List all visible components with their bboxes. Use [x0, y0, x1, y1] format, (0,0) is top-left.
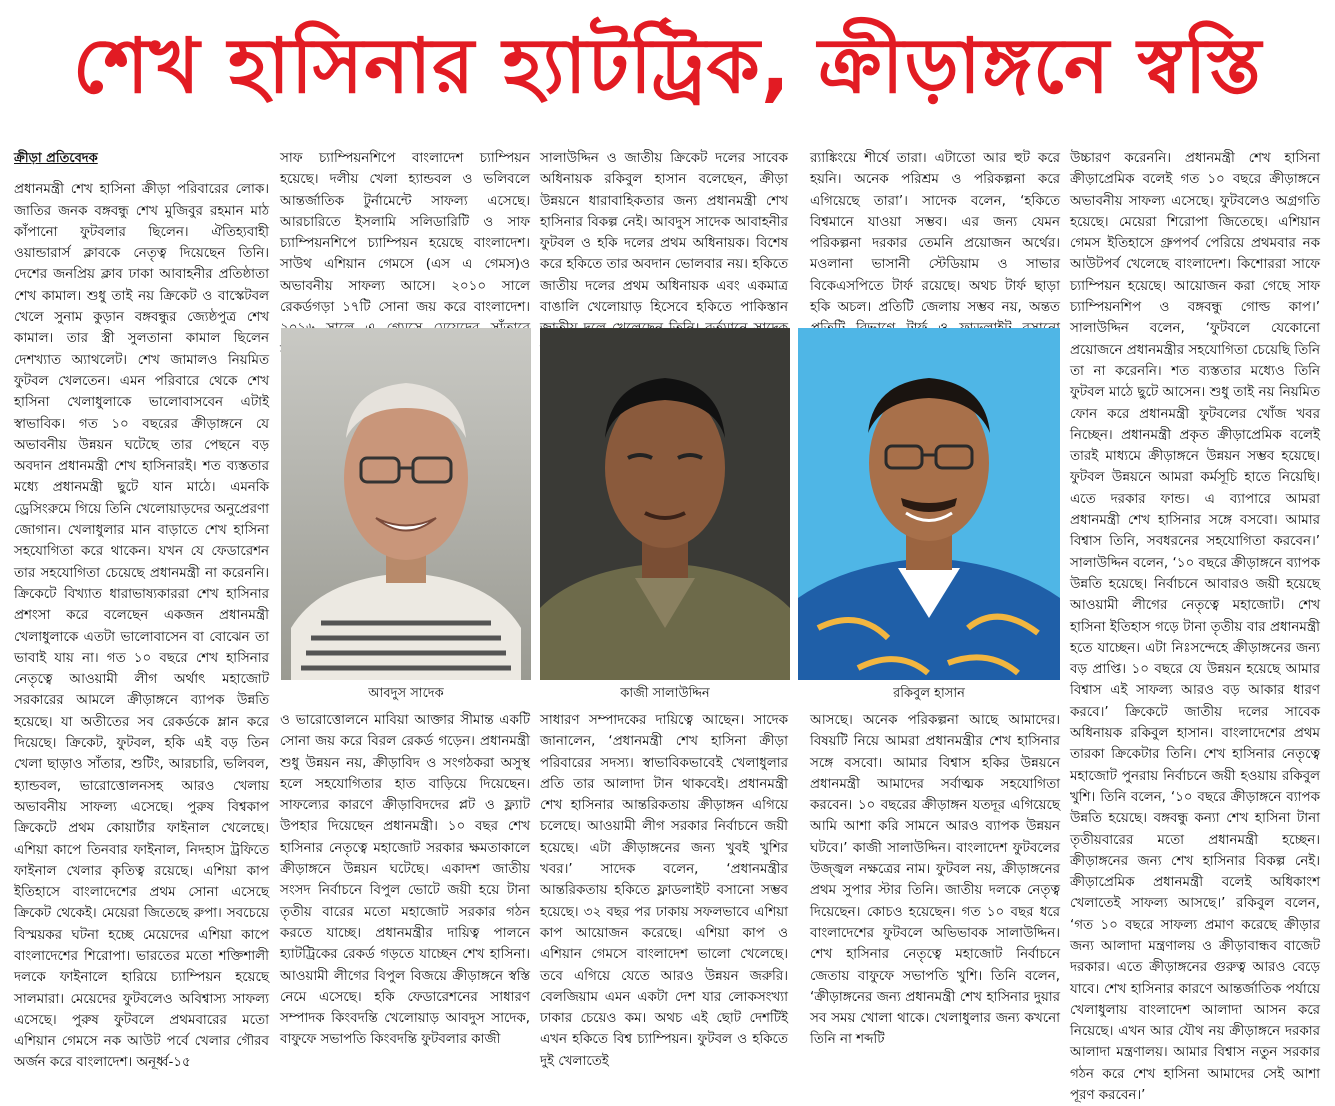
headline: শেখ হাসিনার হ্যাটট্রিক, ক্রীড়াঙ্গনে স্বস্তি [72, 20, 1263, 110]
column-4-top-text: র‍্যাঙ্কিংয়ে শীর্ষে তারা। এটাতো আর হুট করে হয়নি। অনেক পরিশ্রম ও পরিকল্পনা করে এগিয়েছে তারা’। সাদেক বলেন, ‘হকিতে বিশ্বমানে যাওয়া সম্ভব। এর জন্য যেমন পরিকল্পনা দরকার তেমনি প্রয়োজন অর্থের। মওলানা ভাসানী স্টেডিয়াম ও সাভার বিকেএসপিতে টার্ফ রয়েছে। অথচ টার্ফ ছাড়া হকি অচল। প্রতিটি জেলায় সম্ভব নয়, অন্তত [810, 151, 1060, 316]
photo-rakibul-hasan [798, 328, 1060, 680]
photo-kazi-salauddin [540, 328, 790, 680]
caption-photo-2: কাজী সালাউদ্দিন [620, 686, 710, 701]
article-column-2-top [280, 148, 530, 326]
column-2-bottom-text: ও ভারোত্তোলনে মাবিয়া আক্তার সীমান্ত একটি সোনা জয় করে বিরল রেকর্ড গড়েন। প্রধানমন্ত্রী শুধু উন্নয়ন নয়, ক্রীড়াবিদ ও সংগঠকরা অসুস্থ হলে সহযোগিতার হাত বাড়িয়ে দিয়েছেন। সাফল্যের কারণে ক্রীড়াবিদদের প্লট ও ফ্ল্যাট উপহার দিয়েছেন প্রধানমন্ত্রী। ১০ বছর শেখ হাসিনার নেতৃত্বে মহাজোট সরকার ক্ষমতাকালে ক্রীড়াঙ্গনে উন্নয়ন ঘটেছে। একাদশ জাতীয় সংসদ নির্বাচনে বিপুল ভোটে জয়ী হয়ে টানা তৃতীয় বারের মতো মহাজোট সরকার গঠন করতে যাচ্ছে। প্রধানমন্ত্রীর দায়িত্ব পালনে হ্যাটট্রিকের রেকর্ড গড়তে যাচ্ছেন শেখ হাসিনা। আওয়ামী লীগের বিপুল বিজয়ে ক্রীড়াঙ্গনে স্বস্তি নেমে এসেছে। হকি ফেডারেশনের সাধারণ সম্পাদক কিংবদন্তি খেলোয়াড় আবদুস সাদেক, বাফুফে সভাপতি কিংবদন্তি ফুটবলার কাজী [280, 713, 530, 1048]
article-column-4-top [810, 148, 1060, 326]
portrait-sadek-image [281, 328, 531, 680]
column-5-text: উচ্চারণ করেননি। প্রধানমন্ত্রী শেখ হাসিনা ক্রীড়াপ্রেমিক বলেই গত ১০ বছরে ক্রীড়াঙ্গনে অভাবনীয় সাফল্য এসেছে। ফুটবলেও অগ্রগতি হয়েছে। মেয়েরা শিরোপা জিতেছে। এশিয়ান গেমস ইতিহাসে গ্রুপপর্ব পেরিয়ে প্রথমবার নক আউটপর্ব খেলেছে বাংলাদেশ। কিশোররা সাফে চ্যাম্পিয়ন হয়েছে। আয়োজন করা গেছে সাফ চ্যাম্পিয়নশিপ ও বঙ্গবন্ধু গোল্ড কাপ।’ সালাউদ্দিন বলেন, ‘ফুটবলে যেকোনো প্রয়োজনে প্রধানমন্ত্রীর সহযোগিতা চেয়েছি তিনি তা না করেননি। শত ব্যস্ততার মধ্যেও তিনি ফুটবল মাঠে ছুটে আসেন। শুধু তাই নয় নিয়মিত ফোন করে প্রধানমন্ত্রী ফুটবলের খোঁজ খবর নিচ্ছেন। প্রধানমন্ত্রী প্রকৃত ক্রীড়াপ্রেমিক বলেই তারই মাধ্যমে ক্রীড়াঙ্গনে উন্নয়ন সম্ভব হয়েছে। ফুটবল উন্নয়নে আমরা কর্মসূচি হাতে নিয়েছি। এতে দরকার ফান্ড। এ ব্যাপারে আমরা প্রধানমন্ত্রী শেখ হাসিনার সঙ্গে বসবো। আমার বিশ্বাস তিনি, সবধরনের সহযোগিতা করবেন।’ সালাউদ্দিন বলেন, ‘১০ বছরে ক্রীড়াঙ্গনে ব্যাপক উন্নতি হয়েছে। নির্বাচনে আবারও জয়ী হয়েছে আওয়ামী লীগের নেতৃত্বে মহাজোট। শেখ হাসিনা ইতিহাস গড়ে টানা তৃতীয় বার প্রধানমন্ত্রী হতে যাচ্ছেন। এটা নিঃসন্দেহে ক্রীড়াঙ্গনের জন্য বড় প্রাপ্তি। ১০ বছরে যে উন্নয়ন হয়েছে আমার বিশ্বাস এই সাফল্য আরও বড় আকার ধারণ করবে।’ ক্রিকেটে জাতীয় দলের সাবেক অধিনায়ক রকিবুল হাসান। বাংলাদেশের প্রথম তারকা ক্রিকেটার তিনি। শেখ হাসিনার নেতৃত্বে মহাজোট পুনরায় নির্বাচনে জয়ী হওয়ায় রকিবুল খুশি। তিনি বলেন, ‘১০ বছরে ক্রীড়াঙ্গনে ব্যাপক উন্নতি হয়েছে। বঙ্গবন্ধু কন্যা শেখ হাসিনা টানা তৃতীয়বারের মতো প্রধানমন্ত্রী হচ্ছেন। ক্রীড়াঙ্গনের জন্য শেখ হাসিনার বিকল্প নেই। ক্রীড়াপ্রেমিক প্রধানমন্ত্রী বলেই অধিকাংশ খেলাতেই সাফল্য আসছে।’ রকিবুল বলেন, ‘গত ১০ বছরে সাফল্য প্রমাণ করেছে ক্রীড়ার জন্য আলাদা মন্ত্রণালয় ও ক্রীড়াবান্ধব বাজেট দরকার। এতে ক্রীড়াঙ্গনের গুরুত্ব আরও বেড়ে যাবে। শেখ হাসিনার কারণে আন্তর্জাতিক পর্যায়ে খেলাধুলায় বাংলাদেশ আলাদা আসন করে নিয়েছে। এখন আর যৌথ নয় ক্রীড়াঙ্গনে দরকার আলাদা মন্ত্রণালয়। আমার বিশ্বাস নতুন সরকার গঠন করে শেখ হাসিনা আমাদের সেই আশা পূরণ করবেন।’ [1070, 151, 1320, 1104]
column-1-text: প্রধানমন্ত্রী শেখ হাসিনা ক্রীড়া পরিবারের লোক। জাতির জনক বঙ্গবন্ধু শেখ মুজিবুর রহমান মাঠ কাঁপানো ফুটবলার ছিলেন। ঐতিহ্যবাহী ওয়ান্ডারার্স ক্লাবকে নেতৃত্ব দিয়েছেন তিনি। দেশের জনপ্রিয় ক্লাব ঢাকা আবাহনীর প্রতিষ্ঠাতা শেখ কামাল। শুধু তাই নয় ক্রিকেট ও বাস্কেটবল খেলে সুনাম কুড়ান বঙ্গবন্ধুর জ্যেষ্ঠপুত্র শেখ কামাল। তার স্ত্রী সুলতানা কামাল ছিলেন দেশখ্যাত অ্যাথলেট। শেখ জামালও নিয়মিত ফুটবল খেলতেন। এমন পরিবারে থেকে শেখ হাসিনা খেলাধুলাকে ভালোবাসবেন এটাই স্বাভাবিক। গত ১০ বছরের ক্রীড়াঙ্গনে যে অভাবনীয় উন্নয়ন ঘটেছে তার পেছনে বড় অবদান প্রধানমন্ত্রী শেখ হাসিনারই। শত ব্যস্ততার মধ্যে প্রধানমন্ত্রী ছুটে যান মাঠে। এমনকি ড্রেসিংরুমে গিয়ে তিনি খেলোয়াড়দের অনুপ্রেরণা জোগান। খেলাধুলার মান বাড়াতে শেখ হাসিনা সহযোগিতা করে থাকেন। যখন যে ফেডারেশন তার সহযোগিতা চেয়েছে প্রধানমন্ত্রী না করেননি। ক্রিকেটে বিখ্যাত ধারাভাষ্যকাররা শেখ হাসিনার প্রশংসা করে বলেছেন একজন প্রধানমন্ত্রী খেলাধুলাকে এতটা ভালোবাসেন বা বোঝেন তা ভাবাই যায় না। গত ১০ বছরে শেখ হাসিনার নেতৃত্বে আওয়ামী লীগ অর্থাৎ মহাজোট সরকারের আমলে ক্রীড়াঙ্গনে ব্যাপক উন্নতি হয়েছে। যা অতীতের সব রেকর্ডকে ম্লান করে দিয়েছে। ক্রিকেট, ফুটবল, হকি এই বড় তিন খেলা ছাড়াও সাঁতার, শুটিং, আরচারি, ভলিবল, হ্যান্ডবল, ভারোত্তোলনসহ আরও খেলায় অভাবনীয় সাফল্য এসেছে। পুরুষ বিশ্বকাপ ক্রিকেটে প্রথম কোয়ার্টার ফাইনাল খেলেছে। এশিয়া কাপে তিনবার ফাইনাল, নিদহাস ট্রফিতে ফাইনাল খেলার কৃতিত্ব রয়েছে। এশিয়া কাপ ইতিহাসে বাংলাদেশের প্রথম সোনা এসেছে ক্রিকেট থেকেই। মেয়েরা জিতেছে রুপা। সবচেয়ে বিস্ময়কর ঘটনা হচ্ছে মেয়েদের এশিয়া কাপে বাংলাদেশের শিরোপা। ভারতের মতো শক্তিশালী দলকে ফাইনালে হারিয়ে চ্যাম্পিয়ন হয়েছে সালমারা। মেয়েদের ফুটবলেও অবিশ্বাস্য সাফল্য এসেছে। পুরুষ ফুটবলে প্রথমবারের মতো এশিয়ান গেমসে নক আউট পর্বে খেলার গৌরব অর্জন করে বাংলাদেশ। অনূর্ধ্ব-১৫ [14, 182, 269, 1071]
column-3-bottom-text: সাধারণ সম্পাদকের দায়িত্বে আছেন। সাদেক জানালেন, ‘প্রধানমন্ত্রী শেখ হাসিনা ক্রীড়া পরিবারের সদস্য। স্বাভাবিকভাবেই খেলাধুলার প্রতি তার আলাদা টান থাকবেই। প্রধানমন্ত্রী শেখ হাসিনার আন্তরিকতায় ক্রীড়াঙ্গন এগিয়ে চলেছে। আওয়ামী লীগ সরকার নির্বাচনে জয়ী হয়েছে। এটা ক্রীড়াঙ্গনের জন্য খুবই খুশির খবর।’ সাদেক বলেন, ‘প্রধানমন্ত্রীর আন্তরিকতায় হকিতে ফ্লাডলাইট বসানো সম্ভব হয়েছে। ৩২ বছর পর ঢাকায় সফলভাবে এশিয়া কাপ আয়োজন করেছে। এশিয়া কাপ ও এশিয়ান গেমসে বাংলাদেশ ভালো খেলেছে। তবে এগিয়ে যেতে আরও উন্নয়ন জরুরি। বেলজিয়াম এমন একটা দেশ যার লোকসংখ্যা ঢাকার চেয়েও কম। অথচ এই ছোট দেশটিই এখন হকিতে বিশ্ব চ্যাম্পিয়ন। ফুটবল ও হকিতে দুই খেলাতেই [540, 713, 788, 1069]
article-column-3-top [540, 148, 788, 326]
column-2-top-text: সাফ চ্যাম্পিয়নশিপে বাংলাদেশ চ্যাম্পিয়ন হয়েছে। দলীয় খেলা হ্যান্ডবল ও ভলিবলে আন্তর্জাতিক টুর্নামেন্টে সাফল্য এসেছে। আরচারিতে ইসলামি সলিডারিটি ও সাফ চ্যাম্পিয়নশিপে চ্যাম্পিয়ন হয়েছে বাংলাদেশ। সাউথ এশিয়ান গেমসে (এস এ গেমস)ও অভাবনীয় সাফল্য আসে। ২০১০ সালে রেকর্ডগড়া ১৭টি সোনা জয় করে বাংলাদেশ। [280, 151, 530, 316]
photo-abdus-sadek [281, 328, 531, 680]
article-column-2-bottom [280, 710, 530, 1050]
column-4-bottom-text: আসছে। অনেক পরিকল্পনা আছে আমাদের। বিষয়টি নিয়ে আমরা প্রধানমন্ত্রীর শেখ হাসিনার সঙ্গে বসবো। আমার বিশ্বাস হকির উন্নয়নে প্রধানমন্ত্রী আমাদের সর্বাত্মক সহযোগিতা করবেন। ১০ বছরের ক্রীড়াঙ্গন যতদূর এগিয়েছে আমি আশা করি সামনে আরও ব্যাপক উন্নয়ন ঘটবে।’ কাজী সালাউদ্দিন। বাংলাদেশ ফুটবলের উজ্জ্বল নক্ষত্রের নাম। ফুটবল নয়, ক্রীড়াঙ্গনের প্রথম সুপার স্টার তিনি। জাতীয় দলকে নেতৃত্ব দিয়েছেন। কোচও হয়েছেন। গত ১০ বছর ধরে বাংলাদেশের ফুটবলে অভিভাবক সালাউদ্দিন। শেখ হাসিনার নেতৃত্বে মহাজোট নির্বাচনে জেতায় বাফুফে সভাপতি খুশি। তিনি বলেন, ‘ক্রীড়াঙ্গনের জন্য প্রধানমন্ত্রী শেখ হাসিনার দুয়ার সব সময় খোলা থাকে। খেলাধুলার জন্য কখনো তিনি না শব্দটি [810, 713, 1060, 1048]
article-column-3-bottom [540, 710, 788, 1069]
caption-photo-3: রকিবুল হাসান [893, 686, 965, 701]
byline: ক্রীড়া প্রতিবেদক [14, 151, 98, 166]
portrait-rakibul-image [798, 328, 1060, 680]
portrait-salauddin-image [540, 328, 790, 680]
article-column-1 [14, 148, 269, 1071]
caption-photo-1: আবদুস সাদেক [368, 686, 444, 701]
article-column-4-bottom [810, 710, 1060, 1050]
article-column-5 [1070, 148, 1320, 1104]
column-3-top-text: সালাউদ্দিন ও জাতীয় ক্রিকেট দলের সাবেক অধিনায়ক রকিবুল হাসান বলেছেন, ক্রীড়া উন্নয়নে ধারাবাহিকতার জন্য প্রধানমন্ত্রী শেখ হাসিনার বিকল্প নেই। আবদুস সাদেক আবাহনীর ফুটবল ও হকি দলের প্রথম অধিনায়ক। বিশেষ করে হকিতে তার অবদান ভোলবার নয়। হকিতে জাতীয় দলের প্রথম অধিনায়ক এবং একমাত্র বাঙালি খেলোয়াড় হিসেবে হকিতে পাকিস্তান [540, 151, 788, 316]
